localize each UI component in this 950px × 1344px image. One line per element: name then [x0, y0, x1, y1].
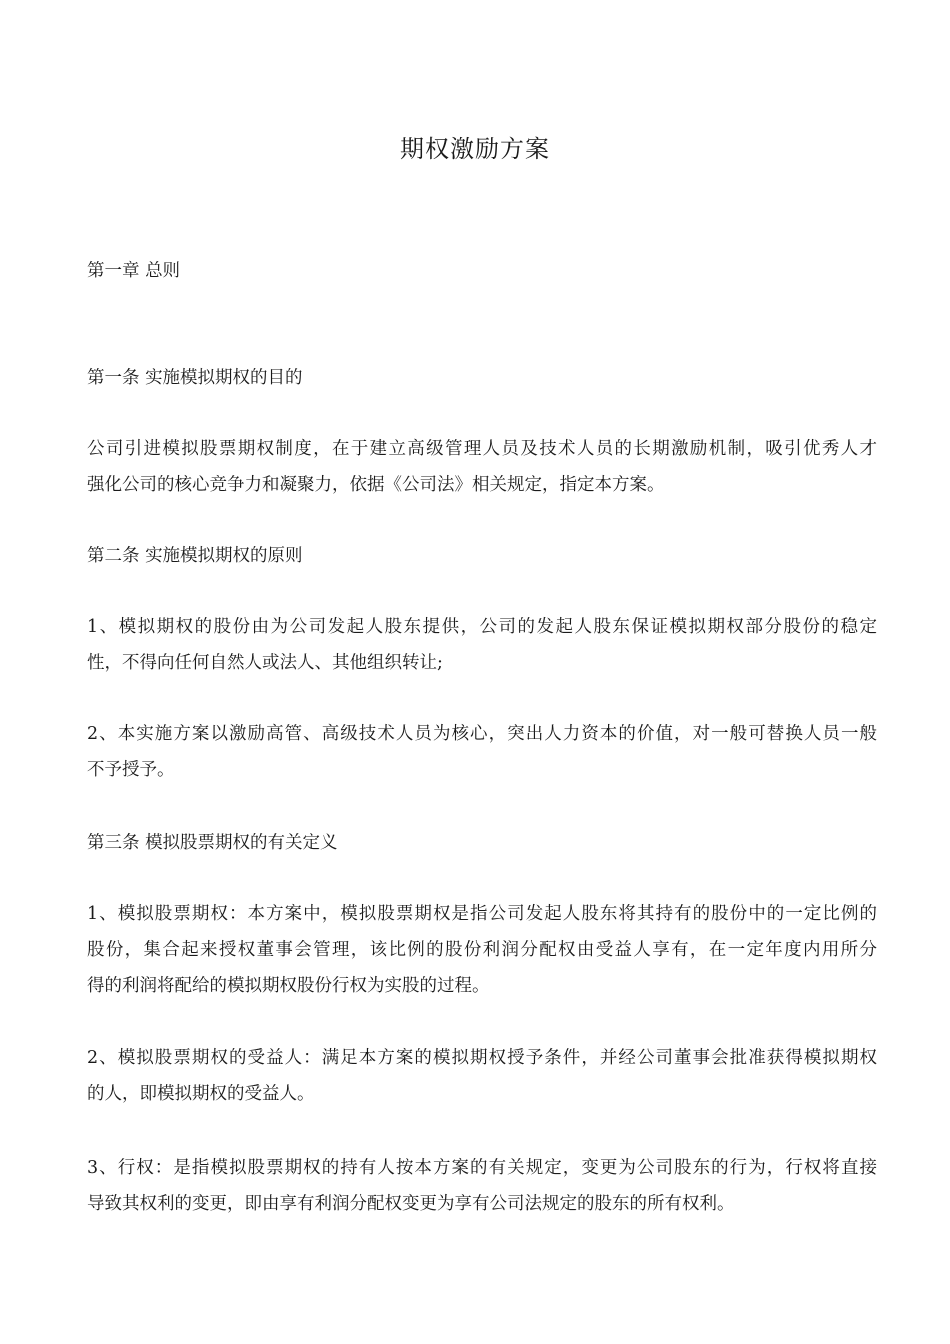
paragraph-line: 1、模拟期权的股份由为公司发起人股东提供，公司的发起人股东保证模拟期权部分股份的稳定 — [87, 617, 877, 637]
paragraph-line: 强化公司的核心竞争力和凝聚力，依据《公司法》相关规定，指定本方案。 — [87, 475, 665, 495]
paragraph-line: 1、模拟股票期权：本方案中，模拟股票期权是指公司发起人股东将其持有的股份中的一定比例的 — [87, 904, 877, 924]
article-1-heading: 第一条 实施模拟期权的目的 — [87, 368, 303, 388]
paragraph-line: 股份，集合起来授权董事会管理，该比例的股份利润分配权由受益人享有，在一定年度内用所分 — [87, 940, 877, 960]
article-3-item-3 — [87, 1150, 877, 1222]
article-2-heading: 第二条 实施模拟期权的原则 — [87, 546, 303, 566]
article-3-item-2 — [87, 1040, 877, 1112]
paragraph-line: 公司引进模拟股票期权制度，在于建立高级管理人员及技术人员的长期激励机制，吸引优秀人才 — [87, 439, 877, 459]
paragraph-line: 导致其权利的变更，即由享有利润分配权变更为享有公司法规定的股东的所有权利。 — [87, 1194, 735, 1214]
article-2-item-1 — [87, 609, 877, 681]
paragraph-line: 3、行权：是指模拟股票期权的持有人按本方案的有关规定，变更为公司股东的行为，行权将直接 — [87, 1158, 877, 1178]
paragraph-line: 的人，即模拟期权的受益人。 — [87, 1084, 315, 1104]
document-title: 期权激励方案 — [400, 135, 550, 163]
article-3-heading: 第三条 模拟股票期权的有关定义 — [87, 833, 338, 853]
paragraph-line: 2、模拟股票期权的受益人：满足本方案的模拟期权授予条件，并经公司董事会批准获得模拟期权 — [87, 1048, 877, 1068]
paragraph-line: 性，不得向任何自然人或法人、其他组织转让; — [87, 653, 443, 673]
article-2-item-2 — [87, 716, 877, 788]
article-3-item-1 — [87, 896, 877, 1004]
chapter-heading: 第一章 总则 — [87, 261, 181, 281]
paragraph-line: 得的利润将配给的模拟期权股份行权为实股的过程。 — [87, 976, 490, 996]
paragraph-line: 2、本实施方案以激励高管、高级技术人员为核心，突出人力资本的价值，对一般可替换人员一般 — [87, 724, 877, 744]
paragraph-line: 不予授予。 — [87, 760, 175, 780]
article-1-paragraph — [87, 431, 877, 503]
